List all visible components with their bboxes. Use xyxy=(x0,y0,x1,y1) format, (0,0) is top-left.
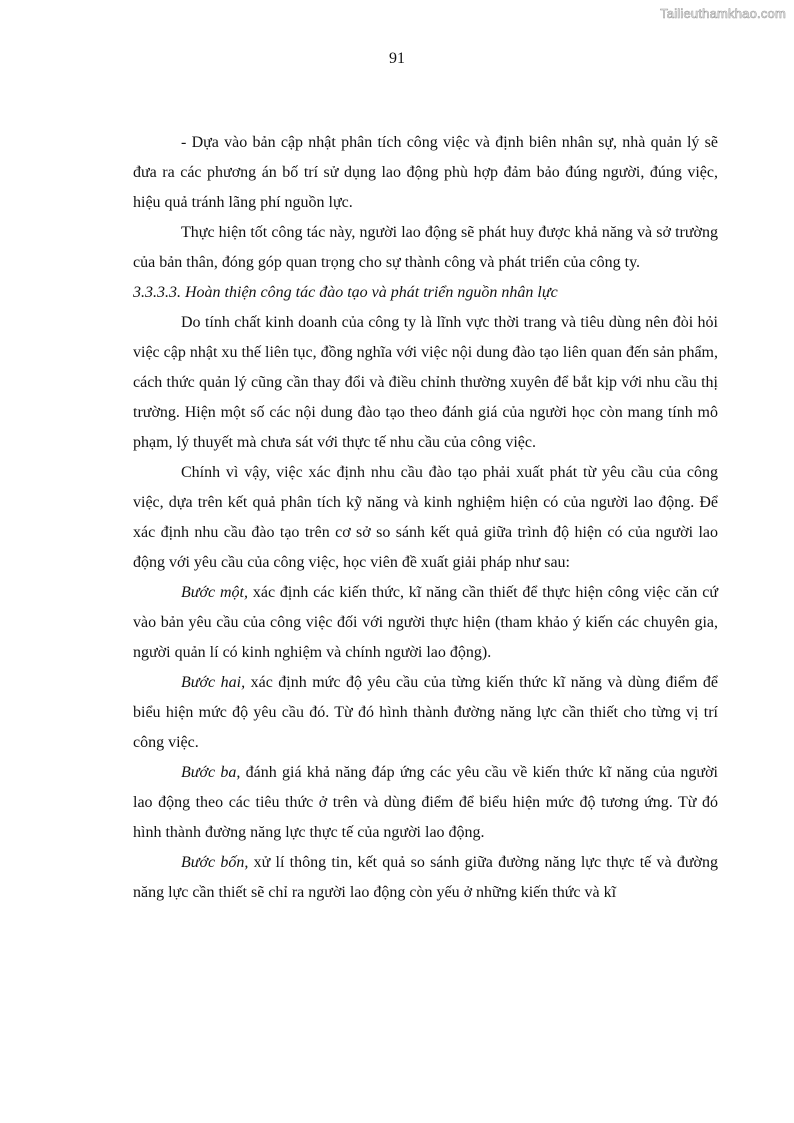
section-heading: 3.3.3.3. Hoàn thiện công tác đào tạo và phát triển nguồn nhân lực xyxy=(133,284,558,301)
paragraph: Chính vì vậy, việc xác định nhu cầu đào tạo phải xuất phát từ yêu cầu của công việc, dựa trên kết quả phân tích kỹ năng và kinh nghiệm hiện có của người lao động. Để xác định nhu cầu đào tạo trên cơ sở so sánh kết quả giữa trình độ hiện có của người lao động với yêu cầu của công việc, học viên đề xuất giải pháp như sau: xyxy=(133,464,718,571)
step-paragraph xyxy=(133,758,718,848)
step-paragraph xyxy=(133,578,718,668)
paragraph: Thực hiện tốt công tác này, người lao động sẽ phát huy được khả năng và sở trường của bản thân, đóng góp quan trọng cho sự thành công và phát triển của công ty. xyxy=(133,224,718,271)
step-label: Bước bốn, xyxy=(181,854,249,871)
step-text: đánh giá khả năng đáp ứng các yêu cầu về kiến thức kĩ năng của người lao động theo các tiêu thức ở trên và dùng điểm để biểu hiện mức độ tương ứng. Từ đó hình thành đường năng lực thực tế của người lao động. xyxy=(133,764,718,841)
step-text: xác định các kiến thức, kĩ năng cần thiết để thực hiện công việc căn cứ vào bản yêu cầu của công việc đối với người thực hiện (tham khảo ý kiến các chuyên gia, người quản lí có kinh nghiệm và chính người lao động). xyxy=(133,584,719,661)
paragraph: Do tính chất kinh doanh của công ty là lĩnh vực thời trang và tiêu dùng nên đòi hỏi việc cập nhật xu thế liên tục, đồng nghĩa với việc nội dung đào tạo liên quan đến sản phẩm, cách thức quản lý cũng cần thay đổi và điều chỉnh thường xuyên để bắt kịp với nhu cầu thị trường. Hiện một số các nội dung đào tạo theo đánh giá của người học còn mang tính mô phạm, lý thuyết mà chưa sát với thực tế nhu cầu của công việc. xyxy=(133,314,718,451)
step-paragraph xyxy=(133,848,718,908)
step-label: Bước hai, xyxy=(181,674,246,691)
page-number: 91 xyxy=(389,50,405,67)
step-paragraph xyxy=(133,668,718,758)
step-label: Bước ba, xyxy=(181,764,241,781)
document-body xyxy=(133,128,718,908)
step-text: xác định mức độ yêu cầu của từng kiến thức kĩ năng và dùng điểm để biểu hiện mức độ yêu cầu đó. Từ đó hình thành đường năng lực cần thiết cho từng vị trí công việc. xyxy=(133,674,719,751)
step-label: Bước một, xyxy=(181,584,248,601)
watermark: Tailieuthamkhao.com xyxy=(660,6,786,21)
step-text: xử lí thông tin, kết quả so sánh giữa đường năng lực thực tế và đường năng lực cần thiết sẽ chỉ ra người lao động còn yếu ở những kiến thức và kĩ xyxy=(133,854,719,901)
paragraph: - Dựa vào bản cập nhật phân tích công việc và định biên nhân sự, nhà quản lý sẽ đưa ra các phương án bố trí sử dụng lao động phù hợp đảm bảo đúng người, đúng việc, hiệu quả tránh lãng phí nguồn lực. xyxy=(133,134,718,211)
